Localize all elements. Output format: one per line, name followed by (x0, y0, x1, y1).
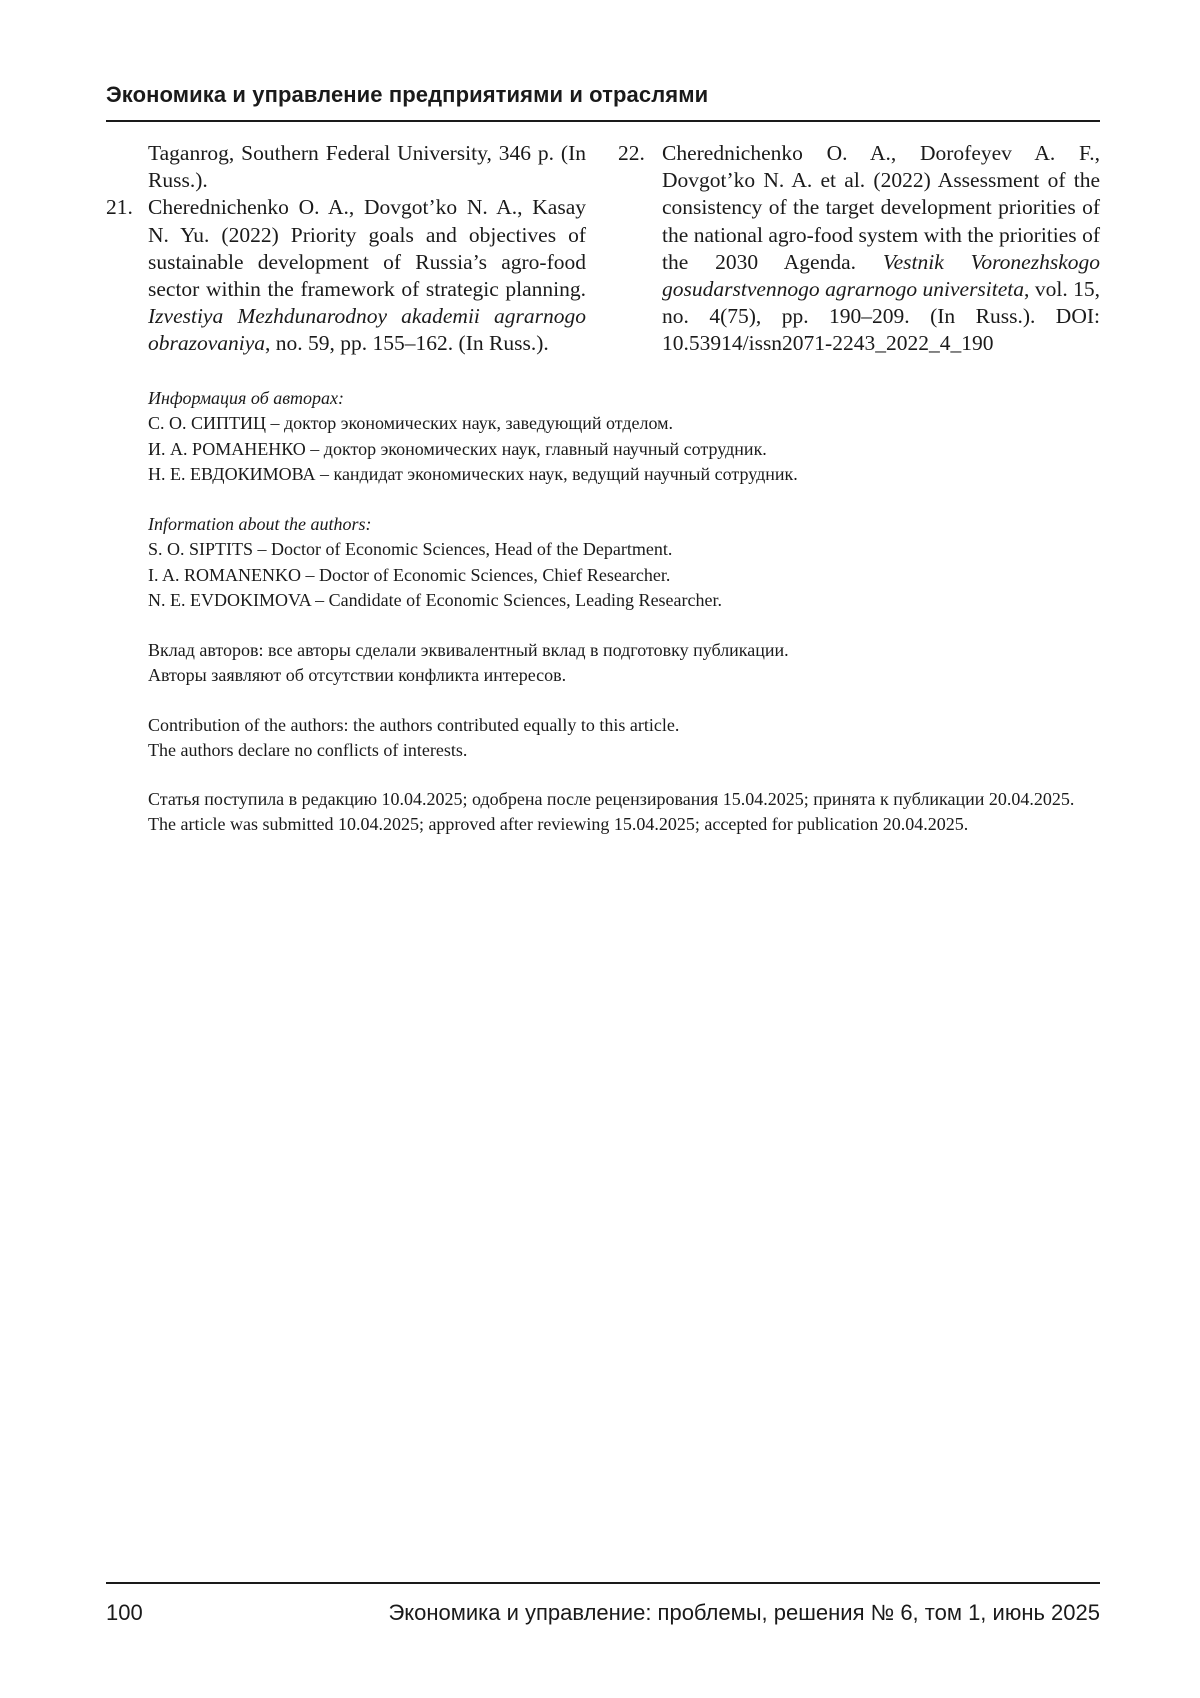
contribution-ru-line: Вклад авторов: все авторы сделали эквивалентный вклад в подготовку публикации. (148, 638, 1103, 663)
author-line: С. О. СИПТИЦ – доктор экономических наук, заведующий отделом. (148, 411, 1103, 436)
author-line: Н. Е. ЕВДОКИМОВА – кандидат экономических наук, ведущий научный сотрудник. (148, 462, 1103, 487)
conflict-ru-line: Авторы заявляют об отсутствии конфликта интересов. (148, 663, 1103, 688)
authors-info-en-heading: Information about the authors: (148, 514, 372, 534)
reference-text: Cherednichenko O. A., Dovgot’ko N. A., Kasay N. Yu. (2022) Priority goals and objectives of sustainable development of Russia’s agro-food sector within the framework of strategic planning. (148, 195, 586, 301)
reference-text: , no. 59, pp. 155–162. (In Russ.). (265, 331, 549, 355)
reference-text: Taganrog, Southern Federal University, 346 p. (In Russ.). (148, 141, 586, 192)
author-line: I. A. ROMANENKO – Doctor of Economic Sciences, Chief Researcher. (148, 563, 1103, 588)
author-line: S. O. SIPTITS – Doctor of Economic Sciences, Head of the Department. (148, 537, 1103, 562)
reference-source-title: Vestnik Voronezhskogo gosudarstvennogo agrarnogo universiteta (662, 250, 1100, 301)
author-line: И. А. РОМАНЕНКО – доктор экономических наук, главный научный сотрудник. (148, 437, 1103, 462)
reference-item (106, 194, 586, 357)
authors-info-ru (148, 386, 1103, 488)
reference-text: Cherednichenko O. A., Dorofeyev A. F., Dovgot’ko N. A. et al. (2022) Assessment of the consistency of the target development priorities of the national agro-food system with the priorities of the 2030 Agenda. (662, 141, 1100, 274)
contribution-en-line: Contribution of the authors: the authors contributed equally to this article. (148, 713, 1103, 738)
dates-en: The article was submitted 10.04.2025; approved after reviewing 15.04.2025; accepted for publication 20.04.2025. (148, 812, 1103, 837)
reference-number: 22. (618, 140, 645, 167)
references-right-column (620, 140, 1100, 358)
authors-info-ru-heading: Информация об авторах: (148, 388, 344, 408)
conflict-en-line: The authors declare no conflicts of interests. (148, 738, 1103, 763)
reference-number: 21. (106, 194, 133, 221)
running-header-title: Экономика и управление предприятиями и отраслями (106, 82, 708, 108)
reference-text: , vol. 15, no. 4(75), pp. 190–209. (In Russ.). DOI: 10.53914/issn2071-2243_2022_4_190 (662, 277, 1100, 355)
article-dates (148, 787, 1103, 838)
contribution-en (148, 713, 1103, 764)
authors-info-en (148, 512, 1103, 614)
footer-divider (106, 1582, 1100, 1584)
author-line: N. E. EVDOKIMOVA – Candidate of Economic Sciences, Leading Researcher. (148, 588, 1103, 613)
references-left-column (106, 140, 586, 358)
reference-item (106, 140, 586, 194)
dates-ru: Статья поступила в редакцию 10.04.2025; одобрена после рецензирования 15.04.2025; принята к публикации 20.04.2025. (148, 787, 1103, 812)
contribution-ru (148, 638, 1103, 689)
page-number: 100 (106, 1600, 143, 1626)
reference-item (620, 140, 1100, 358)
header-divider (106, 120, 1100, 122)
journal-footer: Экономика и управление: проблемы, решения № 6, том 1, июнь 2025 (388, 1600, 1100, 1626)
reference-source-title: Izvestiya Mezhdunarodnoy akademii agrarnogo obrazovaniya (148, 304, 586, 355)
